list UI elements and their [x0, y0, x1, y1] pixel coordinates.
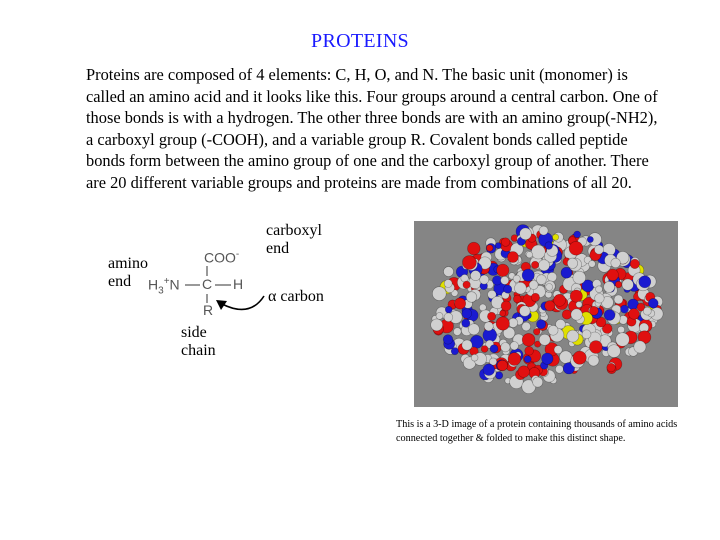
- atom-sphere: [508, 318, 517, 327]
- amino-label-line2: end: [108, 273, 132, 290]
- hydrogen-atom: H: [233, 276, 244, 292]
- coo-text: COO: [204, 249, 236, 266]
- side-chain-label-line1: side: [181, 324, 207, 341]
- atom-sphere: [595, 294, 605, 304]
- atom-sphere: [453, 328, 461, 336]
- atom-sphere: [604, 310, 615, 321]
- atom-sphere: [432, 287, 446, 301]
- atom-sphere: [444, 267, 454, 277]
- amino-label-line1: amino: [108, 255, 148, 272]
- atom-sphere: [480, 275, 489, 284]
- atom-sphere: [569, 241, 583, 255]
- atom-sphere: [562, 310, 571, 319]
- atom-sphere: [622, 279, 633, 290]
- alpha-carbon-label: α carbon: [268, 288, 324, 305]
- atom-sphere: [495, 243, 501, 249]
- atom-sphere: [547, 272, 556, 281]
- carboxyl-label-line2: end: [266, 240, 290, 257]
- atom-sphere: [560, 351, 573, 364]
- atom-sphere: [604, 281, 615, 292]
- atom-sphere: [508, 353, 521, 366]
- protein-3d-image: [414, 221, 678, 407]
- atom-sphere: [451, 348, 458, 355]
- atom-sphere: [501, 301, 511, 311]
- atom-sphere: [567, 330, 579, 342]
- atom-sphere: [526, 252, 532, 258]
- h3n-charge: +: [163, 276, 170, 287]
- atom-sphere: [455, 298, 466, 309]
- atom-sphere: [501, 343, 510, 352]
- alpha-carbon-atom: C: [202, 276, 213, 292]
- atom-sphere: [570, 290, 582, 302]
- atom-sphere: [481, 346, 488, 353]
- atom-sphere: [483, 364, 495, 376]
- atom-sphere: [573, 271, 586, 284]
- atom-sphere: [531, 261, 538, 268]
- atom-sphere: [618, 326, 625, 333]
- atom-sphere: [545, 242, 553, 250]
- atom-sphere: [614, 295, 623, 304]
- atom-sphere: [524, 356, 531, 363]
- atom-sphere: [596, 286, 603, 293]
- h3n-h: H: [148, 276, 159, 293]
- atom-sphere: [574, 231, 581, 238]
- atom-sphere: [462, 309, 472, 319]
- atom-sphere: [555, 365, 563, 373]
- atom-sphere: [444, 280, 452, 288]
- page-title: PROTEINS: [311, 30, 409, 52]
- atom-sphere: [630, 259, 639, 268]
- atom-sphere: [554, 294, 566, 306]
- atom-sphere: [515, 282, 527, 294]
- atom-sphere: [487, 312, 495, 320]
- atom-sphere: [501, 276, 509, 284]
- atom-sphere: [648, 298, 658, 308]
- atom-sphere: [436, 312, 443, 319]
- atom-sphere: [497, 264, 509, 276]
- atom-sphere: [582, 330, 591, 339]
- protein-spacefill-model: [414, 221, 678, 407]
- atom-sphere: [594, 245, 603, 254]
- atom-sphere: [589, 306, 598, 315]
- atom-sphere: [545, 301, 555, 311]
- atom-sphere: [431, 319, 443, 331]
- atom-sphere: [490, 345, 498, 353]
- atom-sphere: [462, 340, 472, 350]
- atom-sphere: [576, 301, 582, 307]
- atom-sphere: [542, 353, 553, 364]
- atom-sphere: [553, 234, 559, 240]
- atom-sphere: [507, 252, 518, 263]
- atom-sphere: [607, 363, 616, 372]
- alpha-carbon-arrow: [222, 296, 264, 309]
- atom-sphere: [616, 333, 630, 347]
- atom-sphere: [589, 261, 596, 268]
- atom-sphere: [513, 295, 521, 303]
- atom-sphere: [529, 281, 538, 290]
- carboxyl-label-line1: carboxyl: [266, 222, 322, 239]
- image-caption: This is a 3-D image of a protein containing thousands of amino acids connected together & folded to make this distinct shape.: [396, 419, 678, 444]
- atom-sphere: [534, 328, 541, 335]
- amino-acid-diagram: [100, 218, 360, 368]
- atom-sphere: [504, 285, 512, 293]
- atom-sphere: [539, 334, 550, 345]
- atom-sphere: [611, 258, 621, 268]
- atom-sphere: [468, 324, 479, 335]
- atom-sphere: [500, 310, 506, 316]
- atom-sphere: [463, 256, 477, 270]
- h3n-n: N: [169, 276, 180, 293]
- atom-sphere: [501, 238, 510, 247]
- coo-charge: -: [235, 249, 240, 260]
- atom-sphere: [607, 269, 619, 281]
- atom-sphere: [554, 346, 562, 354]
- atom-sphere: [519, 306, 530, 317]
- atom-sphere: [621, 305, 629, 313]
- atom-sphere: [590, 341, 603, 354]
- atom-sphere: [539, 226, 548, 235]
- atom-sphere: [445, 306, 452, 313]
- atom-sphere: [531, 293, 539, 301]
- atom-sphere: [537, 320, 546, 329]
- atom-sphere: [567, 258, 577, 268]
- atom-sphere: [463, 281, 470, 288]
- atom-sphere: [587, 236, 593, 242]
- side-chain-label-line2: chain: [181, 342, 216, 359]
- atom-sphere: [468, 242, 481, 255]
- atom-sphere: [486, 245, 493, 252]
- body-paragraph: Proteins are composed of 4 elements: C, H, O, and N. The basic unit (monomer) is called an amino acid and it looks like this. Four groups around a central carbon. One of those bonds is with a hydrogen. The other three bonds are with an amino group(-NH2), a carboxyl group (-COOH), and a variable group R. Covalent bonds called peptide bonds form between the amino group of one and the carboxyl group of another. There are 20 different variable groups and proteins are made from combinations of all 20.: [86, 65, 658, 192]
- h3n-sub: 3: [158, 285, 164, 297]
- atom-sphere: [615, 281, 622, 288]
- atom-sphere: [548, 325, 558, 335]
- atom-sphere: [520, 228, 532, 240]
- atom-sphere: [546, 284, 553, 291]
- atom-sphere: [639, 276, 651, 288]
- atom-sphere: [608, 345, 621, 358]
- atom-sphere: [496, 317, 509, 330]
- atom-sphere: [531, 245, 545, 259]
- atom-sphere: [471, 271, 481, 281]
- atom-sphere: [571, 309, 582, 320]
- atom-sphere: [522, 322, 531, 331]
- atom-sphere: [522, 333, 535, 346]
- atom-sphere: [510, 342, 518, 350]
- atom-sphere: [497, 360, 508, 371]
- atom-sphere: [588, 355, 599, 366]
- atom-sphere: [518, 366, 530, 378]
- atom-sphere: [484, 322, 493, 331]
- atom-sphere: [629, 309, 640, 320]
- atom-sphere: [513, 275, 520, 282]
- atom-sphere: [466, 292, 477, 303]
- atom-sphere: [533, 377, 543, 387]
- atom-sphere: [634, 341, 646, 353]
- atom-sphere: [525, 346, 534, 355]
- atom-sphere: [443, 335, 453, 345]
- atom-sphere: [538, 260, 549, 271]
- r-group: R: [203, 302, 214, 318]
- atom-sphere: [643, 307, 651, 315]
- atom-sphere: [462, 319, 470, 327]
- atom-sphere: [471, 354, 478, 361]
- atom-sphere: [573, 351, 586, 364]
- atom-sphere: [522, 269, 534, 281]
- atom-sphere: [495, 372, 502, 379]
- atom-sphere: [444, 313, 453, 322]
